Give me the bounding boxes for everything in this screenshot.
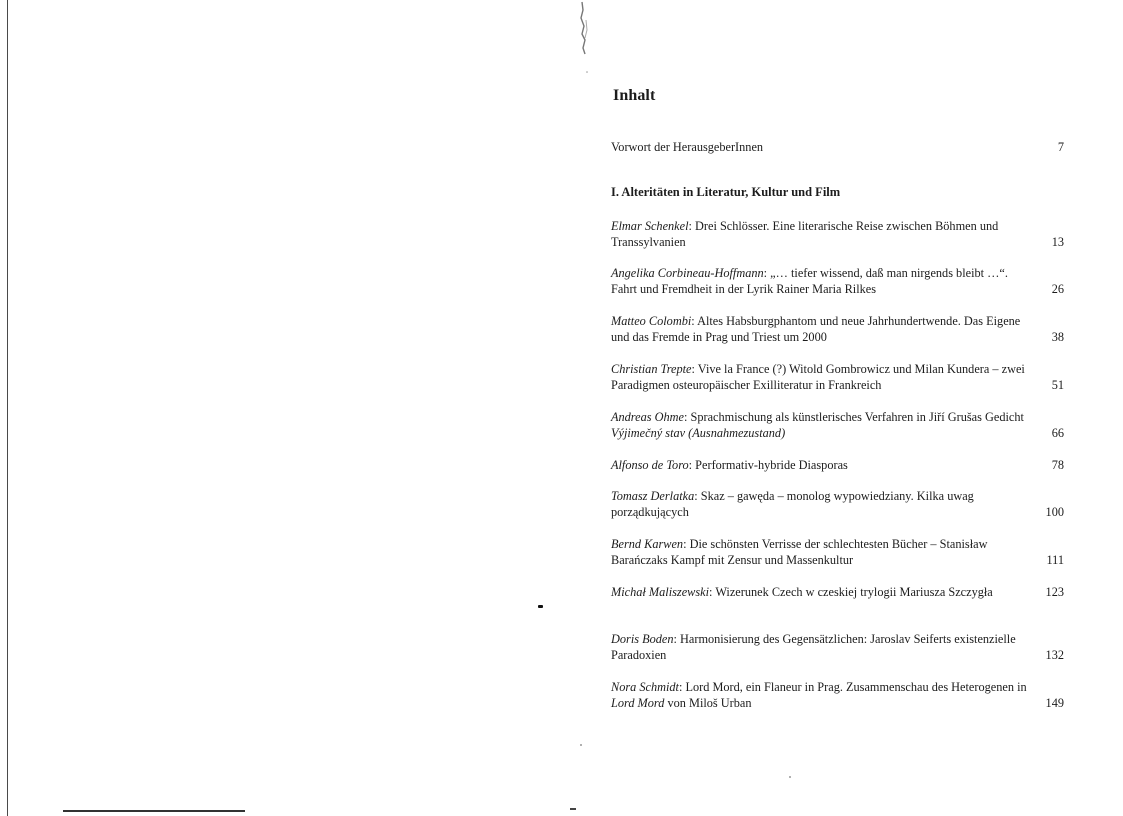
toc-page-number: 51 [1051, 378, 1064, 392]
toc-title: Inhalt [613, 87, 656, 104]
toc-entry: Angelika Corbineau-Hoffmann: „… tiefer wissend, daß man nirgends bleibt …“. Fahrt und Fremdheit in der Lyrik Rainer Maria Rilkes 26 [611, 266, 1064, 296]
toc-entry-preface [611, 139, 1064, 155]
toc-entry: Christian Trepte: Vive la France (?) Witold Gombrowicz und Milan Kundera – zwei Paradigmen osteuropäischer Exilliteratur in Frankreich 51 [611, 362, 1064, 392]
scan-speck [789, 776, 791, 778]
toc-entry-title: Skaz – gawęda – monolog wypowiedziany. Kilka uwag porządkujących [611, 489, 974, 519]
toc-page-number: 100 [1045, 505, 1064, 519]
section-heading: I. Alteritäten in Literatur, Kultur und Film [611, 185, 841, 199]
scan-left-edge [7, 0, 8, 816]
toc-page-number: 26 [1051, 282, 1064, 296]
toc-entry-author: Bernd Karwen [611, 537, 684, 551]
toc-page-number: 66 [1051, 426, 1064, 440]
toc-entry-title: Vorwort der HerausgeberInnen [611, 140, 764, 154]
toc-page-number: 7 [1057, 140, 1064, 154]
toc-entry: Andreas Ohme: Sprachmischung als künstlerisches Verfahren in Jiří Grušas Gedicht Výjimečný stav (Ausnahmezustand) 66 [611, 410, 1064, 440]
toc-entry-author: Elmar Schenkel [611, 219, 689, 233]
toc-page-number: 38 [1051, 330, 1064, 344]
toc-entry-author: Andreas Ohme [611, 410, 684, 424]
binding-fold-mark [577, 0, 591, 80]
toc-page-number: 149 [1045, 696, 1064, 710]
toc-entry-title: Altes Habsburgphantom und neue Jahrhundertwende. Das Eigene und das Fremde in Prag und Triest um 2000 [611, 314, 1021, 344]
toc-entry: Michał Maliszewski: Wizerunek Czech w czeskiej trylogii Mariusza Szczygła 123 [611, 585, 1064, 599]
toc-entry-author: Doris Boden [611, 632, 674, 646]
toc-entry-author: Angelika Corbineau-Hoffmann [611, 266, 764, 280]
toc-entry: Doris Boden: Harmonisierung des Gegensätzlichen: Jaroslav Seiferts existenzielle Paradoxien 132 [611, 632, 1064, 662]
toc-entry-title: Die schönsten Verrisse der schlechtesten Bücher – Stanisław Barańczaks Kampf mit Zensur und Massenkultur [611, 537, 988, 567]
toc-page-number: 111 [1046, 553, 1064, 567]
toc-entry-author: Christian Trepte [611, 362, 692, 376]
toc-entry-title: Performativ-hybride Diasporas [695, 458, 848, 472]
toc-entry-author: Matteo Colombi [611, 314, 692, 328]
toc-entry: Bernd Karwen: Die schönsten Verrisse der schlechtesten Bücher – Stanisław Barańczaks Kampf mit Zensur und Massenkultur 111 [611, 537, 1064, 567]
toc-page-number: 132 [1045, 648, 1064, 662]
toc-page-number: 123 [1045, 585, 1064, 599]
toc-entry-author: Alfonso de Toro [611, 458, 689, 472]
toc-entry-work-title: Výjimečný stav (Ausnahmezustand) [611, 426, 786, 440]
toc-entry: Nora Schmidt: Lord Mord, ein Flaneur in Prag. Zusammenschau des Heterogenen in Lord Mord von Miloš Urban 149 [611, 680, 1064, 710]
toc-entry-author: Tomasz Derlatka [611, 489, 695, 503]
toc-entry: Alfonso de Toro: Performativ-hybride Diasporas 78 [611, 458, 1064, 472]
toc-entry-title: Vive la France (?) Witold Gombrowicz und Milan Kundera – zwei Paradigmen osteuropäischer Exilliteratur in Frankreich [611, 362, 1025, 392]
toc-page-number: 13 [1051, 235, 1064, 249]
toc-entry-author: Michał Maliszewski [611, 585, 710, 599]
toc-entry-title: Harmonisierung des Gegensätzlichen: Jaroslav Seiferts existenzielle Paradoxien [611, 632, 1016, 662]
scan-bottom-mark [570, 808, 576, 810]
toc-page-number: 78 [1051, 458, 1064, 472]
toc-entry-title-suffix: von Miloš Urban [664, 696, 752, 710]
toc-entry: Elmar Schenkel: Drei Schlösser. Eine literarische Reise zwischen Böhmen und Transsylvanien 13 [611, 219, 1064, 249]
toc-entry-title: Drei Schlösser. Eine literarische Reise zwischen Böhmen und Transsylvanien [611, 219, 999, 249]
toc-entry: Tomasz Derlatka: Skaz – gawęda – monolog wypowiedziany. Kilka uwag porządkujących 100 [611, 489, 1064, 519]
toc-entry-work-title: Lord Mord [611, 696, 665, 710]
toc-entry: Matteo Colombi: Altes Habsburgphantom und neue Jahrhundertwende. Das Eigene und das Fremde in Prag und Triest um 2000 38 [611, 314, 1064, 344]
scan-bottom-rule [63, 810, 245, 812]
scan-speck [580, 744, 582, 746]
toc-entry-author: Nora Schmidt [611, 680, 679, 694]
toc-entry-title: Sprachmischung als künstlerisches Verfahren in Jiří Grušas Gedicht [690, 410, 1024, 424]
toc-entry-title: Lord Mord, ein Flaneur in Prag. Zusammenschau des Heterogenen in [685, 680, 1027, 694]
toc-entry-title: Wizerunek Czech w czeskiej trylogii Mariusza Szczygła [715, 585, 993, 599]
scan-dot-mark [538, 605, 543, 608]
toc-entry-title: „… tiefer wissend, daß man nirgends bleibt …“. Fahrt und Fremdheit in der Lyrik Rainer Maria Rilkes [611, 266, 1008, 296]
